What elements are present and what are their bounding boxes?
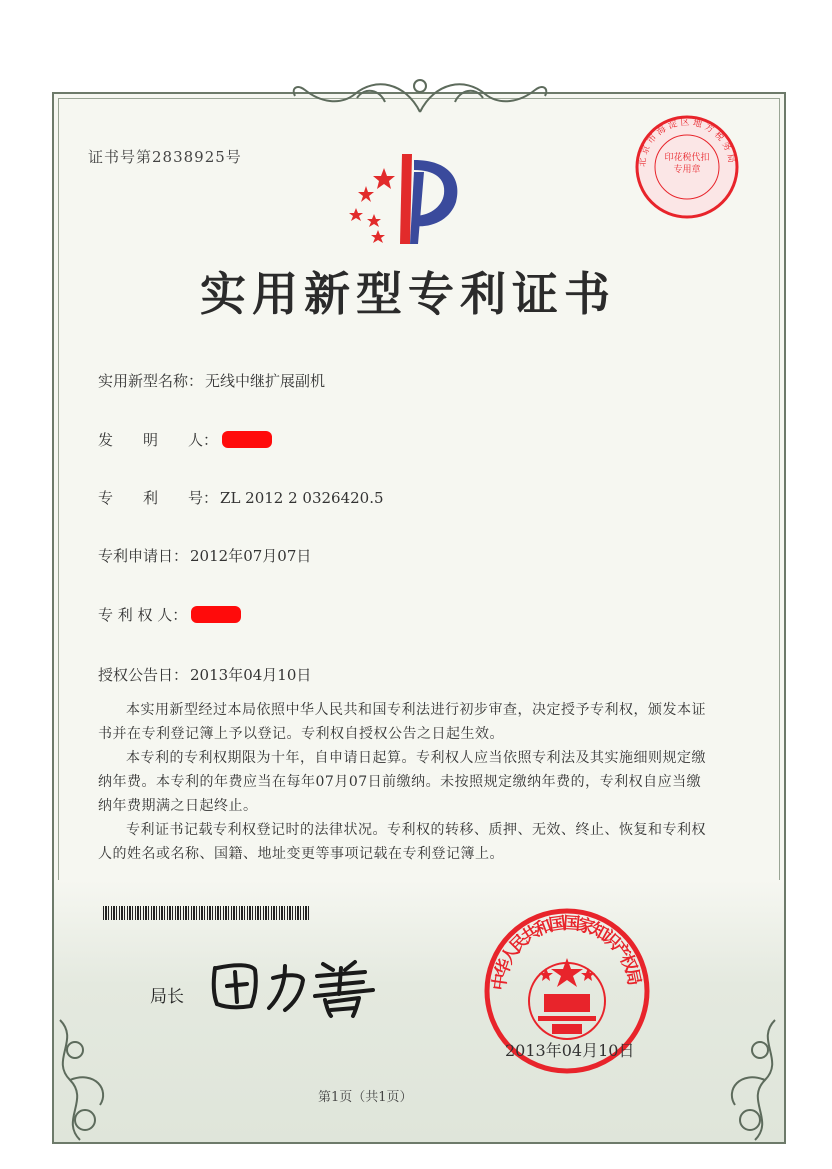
seal-small-text: 北京市海淀区地方税务局 <box>637 117 736 168</box>
body-paragraph-1: 本实用新型经过本局依照中华人民共和国专利法进行初步审查，决定授予专利权，颁发本证书并在专利登记簿上予以登记。专利权自授权公告之日起生效。 <box>98 702 706 742</box>
inventor-label: 发 明 人： <box>98 431 219 449</box>
bottom-right-ornament <box>705 1010 795 1150</box>
barcode <box>103 906 309 920</box>
utility-model-name-value: 无线中继扩展副机 <box>205 372 326 390</box>
seal-small-center: 印花税代扣专用章 <box>664 153 710 175</box>
utility-model-name-row <box>98 370 325 391</box>
patent-office-logo <box>340 150 470 250</box>
grant-date-label: 授权公告日： <box>98 666 189 684</box>
certificate-body <box>98 698 708 866</box>
patent-number-label: 专 利 号： <box>98 489 219 507</box>
seal-large-text: 中华人民共和国国家知识产权局 <box>489 913 645 992</box>
inventor-redaction <box>222 431 272 448</box>
page-footer: 第1页（共1页） <box>318 1090 413 1105</box>
patentee-redaction <box>191 606 241 623</box>
bottom-left-ornament <box>40 1010 130 1150</box>
certificate-number: 证书号第2838925号 <box>88 148 242 166</box>
signature-date: 2013年04月10日 <box>505 1041 635 1060</box>
patent-number-row <box>98 487 384 508</box>
body-paragraph-2: 本专利的专利权期限为十年，自申请日起算。专利权人应当依照专利法及其实施细则规定缴纳年费。本专利的年费应当在每年07月07日前缴纳。未按照规定缴纳年费的，专利权自应当缴纳年费期满之日起终止。 <box>98 750 706 814</box>
patentee-label: 专 利 权 人： <box>98 606 188 624</box>
filing-date-row <box>98 545 311 566</box>
patent-number-value: ZL 2012 2 0326420.5 <box>220 489 384 507</box>
inventor-row <box>98 429 272 450</box>
filing-date-label: 专利申请日： <box>98 547 189 565</box>
grant-date-value: 2013年04月10日 <box>190 666 312 684</box>
patentee-row <box>98 604 241 625</box>
certificate-title: 实用新型专利证书 <box>200 267 616 321</box>
director-label: 局长 <box>150 987 184 1007</box>
tax-bureau-seal <box>632 112 742 222</box>
utility-model-name-label: 实用新型名称： <box>98 372 204 390</box>
body-paragraph-3: 专利证书记载专利权登记时的法律状况。专利权的转移、质押、无效、终止、恢复和专利权人的姓名或名称、国籍、地址变更等事项记载在专利登记簿上。 <box>98 822 706 862</box>
top-ornament <box>285 72 555 116</box>
grant-date-row <box>98 664 311 685</box>
director-signature <box>205 950 390 1020</box>
filing-date-value: 2012年07月07日 <box>190 547 312 565</box>
